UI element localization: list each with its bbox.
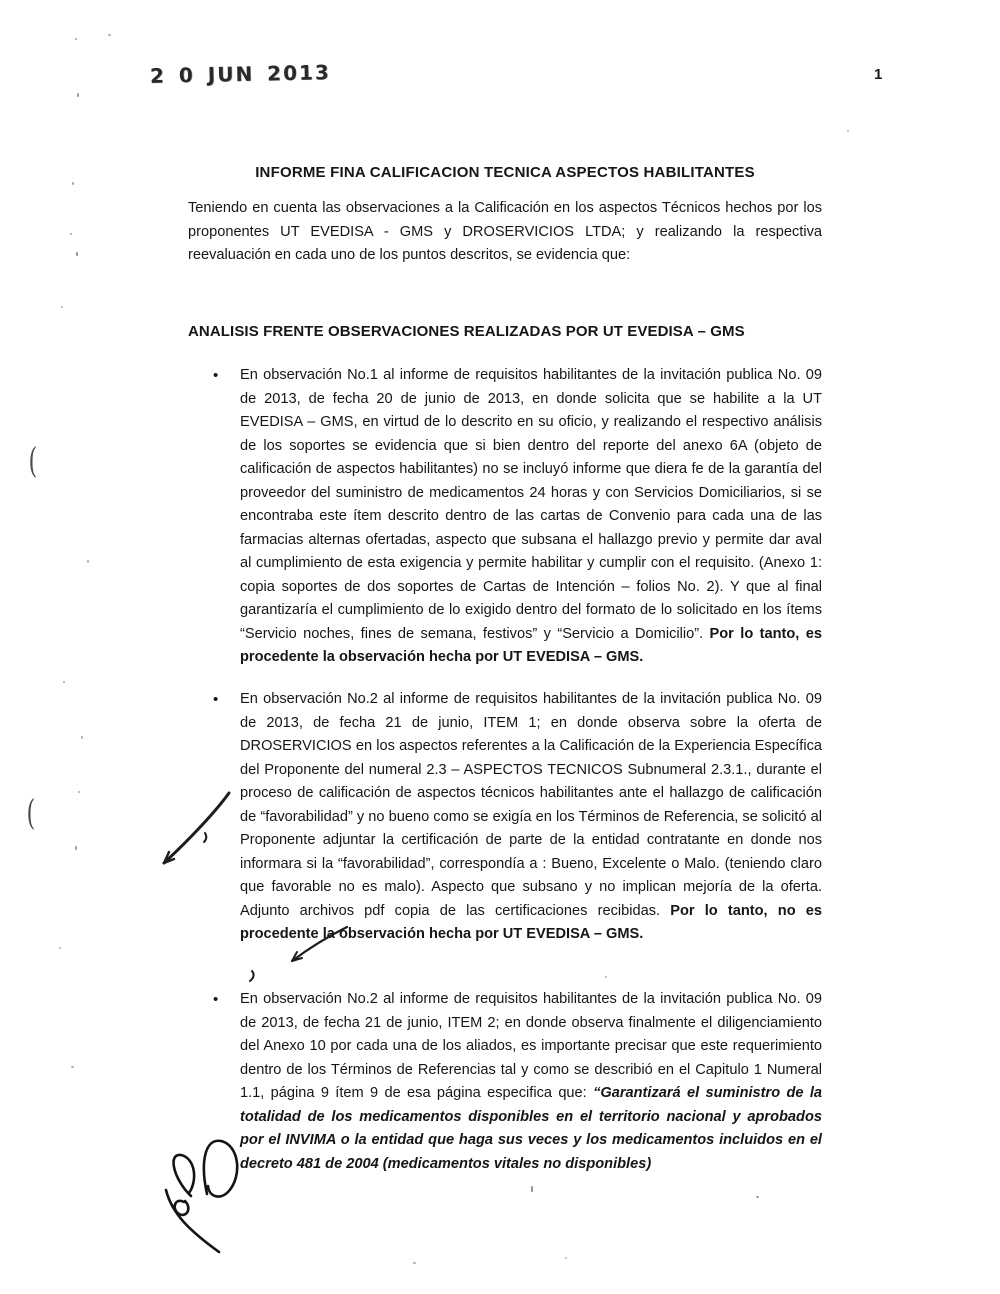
section-heading: ANALISIS FRENTE OBSERVACIONES REALIZADAS POR UT EVEDISA – GMS <box>188 323 745 340</box>
bullet-1-text: En observación No.1 al informe de requisitos habilitantes de la invitación publica No. 09 de 2013, de fecha 20 de junio de 2013, en donde solicita que se habilite a la UT EVEDISA – GMS, en virtud de lo descrito en su oficio, y realizando el respectivo análisis de los soportes se evidencia que si bien dentro del reporte del anexo 6A (objeto de calificación de aspectos habilitantes) no se incluyó informe que diera fe de la garantía del proveedor del suministro de medicamentos 24 horas y con Servicios Domiciliarios, si se encontraba este ítem descrito dentro de las cartas de Convenio para cada una de las farmacias alternas ofertadas, aspecto que subsana el hallazgo previo y permite dar aval al cumplimiento de esta exigencia y permite habilitar y cumplir con el requisito. (Anexo 1: copia soportes de dos soportes de Cartas de Intención – folios No. 2). Y que al final garantizaría el cumplimiento de lo exigido dentro del formato de lo solicitado en los ítems “Servicio noches, fines de semana, festivos” y “Servicio a Domicilio”. <box>240 367 822 642</box>
bullet-3-quote: “Garantizará el suministro de la totalidad de los medicamentos disponibles en el territorio nacional y aprobados por el INVIMA o la entidad que haga sus veces y los medicamentos incluidos en el decreto 481 de 2004 (medicamentos vitales no disponibles) <box>240 1085 822 1172</box>
bullet-observation-2 <box>240 688 822 947</box>
handwritten-paren-mark-bottom: ( <box>26 793 36 834</box>
bullet-2-text: En observación No.2 al informe de requisitos habilitantes de la invitación publica No. 09 de 2013, de fecha 21 de junio, ITEM 1; en donde observa sobre la oferta de DROSERVICIOS en los aspectos referentes a la Calificación de la Experiencia Específica del Proponente del numeral 2.3 – ASPECTOS TECNICOS Subnumeral 2.3.1., durante el proceso de calificación de aspectos técnicos habilitantes ante el hallazgo de calificación de “favorabilidad” y no bueno como se exigía en los Términos de Referencia, se solicitó al Proponente adjuntar la certificación de parte de la entidad contratante en donde nos informara si la “favorabilidad”, correspondía a : Bueno, Excelente o Malo. (teniendo claro que favorable no es malo). Aspecto que subsano y no implican mejoría de la oferta. Adjunto archivos pdf copia de las certificaciones recibidas. <box>240 691 822 919</box>
bullet-observation-1 <box>240 364 822 670</box>
handwritten-paren-mark-top: ( <box>28 441 38 482</box>
intro-paragraph: Teniendo en cuenta las observaciones a la Calificación en los aspectos Técnicos hechos por los proponentes UT EVEDISA - GMS y DROSERVICIOS LTDA; y realizando la respectiva reevaluación en cada uno de los puntos descritos, se evidencia que: <box>188 200 822 263</box>
page-number: 1 <box>874 66 883 83</box>
bullet-observation-3 <box>240 988 822 1176</box>
date-stamp: 2 0 JUN 2013 <box>149 60 332 88</box>
bullet-1-conclusion: Por lo tanto, es procedente la observación hecha por UT EVEDISA – GMS. <box>240 625 822 665</box>
bullet-2-conclusion: Por lo tanto, no es procedente la observación hecha por UT EVEDISA – GMS. <box>240 902 823 942</box>
signature-scribble <box>166 1141 237 1252</box>
document-title: INFORME FINA CALIFICACION TECNICA ASPECTOS HABILITANTES <box>255 164 755 181</box>
bullet-3-text: En observación No.2 al informe de requisitos habilitantes de la invitación publica No. 09 de 2013, de fecha 21 de junio, ITEM 2; en donde observa finalmente el diligenciamiento del Anexo 10 por cada una de los aliados, es importante precisar que este requerimiento dentro de los Términos de Referencias tal y como se describió en el Capitulo 1 Numeral 1.1, página 9 ítem 9 de esa página especifica que: <box>240 991 822 1101</box>
handwritten-arrow-mark <box>164 793 229 863</box>
